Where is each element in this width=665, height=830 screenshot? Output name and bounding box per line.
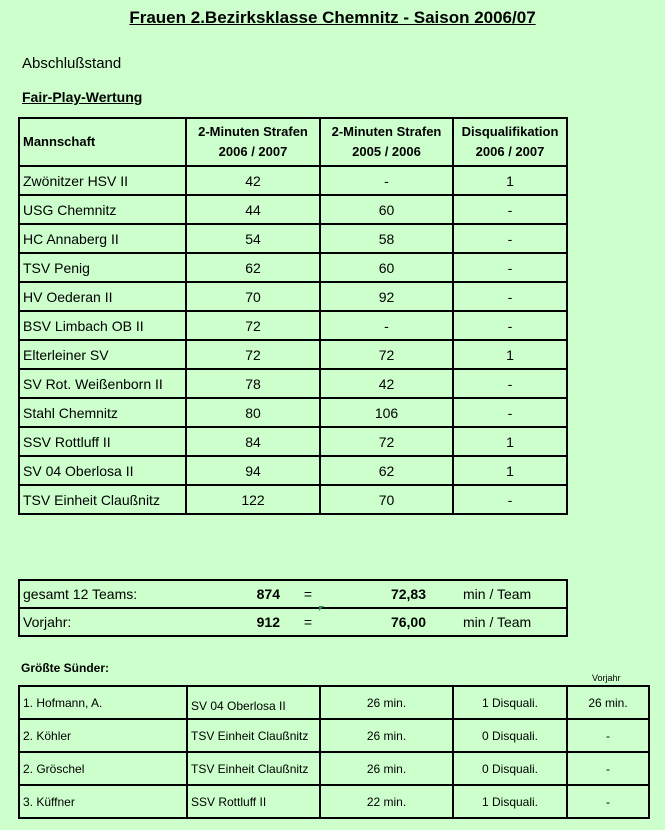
penalties-previous: 106 (320, 398, 453, 427)
table-row (19, 311, 567, 340)
sinner-minutes: 26 min. (320, 719, 453, 752)
disqualifications: - (453, 195, 567, 224)
team-name: SV 04 Oberlosa II (19, 456, 186, 485)
summary-previous-equals: = (303, 614, 313, 630)
sinners-table (18, 685, 650, 819)
summary-table (18, 579, 568, 637)
summary-total-unit: min / Team (429, 580, 567, 608)
table-row (19, 253, 567, 282)
team-name: USG Chemnitz (19, 195, 186, 224)
team-name: BSV Limbach OB II (19, 311, 186, 340)
table-row (19, 166, 567, 195)
summary-previous-value: 912 (256, 614, 280, 630)
sinner-row (19, 785, 649, 818)
team-name: HV Oederan II (19, 282, 186, 311)
header-penalties-previous: 2-Minuten Strafen 2005 / 2006 (320, 118, 453, 166)
sinner-club: SSV Rottluff II (187, 785, 320, 818)
sinner-disqualifications: 1 Disquali. (453, 785, 567, 818)
team-name: Zwönitzer HSV II (19, 166, 186, 195)
penalties-current: 70 (186, 282, 320, 311)
table-row (19, 195, 567, 224)
penalties-previous: 62 (320, 456, 453, 485)
vorjahr-label: Vorjahr (592, 673, 621, 683)
sinner-club: TSV Einheit Claußnitz (187, 752, 320, 785)
sinners-title: Größte Sünder: (21, 661, 110, 675)
summary-previous-unit: min / Team (463, 614, 532, 630)
penalties-current: 44 (186, 195, 320, 224)
sinner-name: 3. Küffner (19, 785, 187, 818)
summary-total-result: 72,83 (333, 580, 429, 608)
table-row (19, 369, 567, 398)
team-name: TSV Penig (19, 253, 186, 282)
sinner-row (19, 686, 649, 719)
sinner-name: 1. Hofmann, A. (19, 686, 187, 719)
sinner-name: 2. Gröschel (19, 752, 187, 785)
penalties-current: 78 (186, 369, 320, 398)
penalties-current: 42 (186, 166, 320, 195)
sinner-disqualifications: 0 Disquali. (453, 719, 567, 752)
team-name: HC Annaberg II (19, 224, 186, 253)
table-row (19, 340, 567, 369)
summary-total-equals: = (283, 580, 333, 608)
section-title: Fair-Play-Wertung (22, 89, 143, 105)
penalties-previous: - (320, 166, 453, 195)
penalties-current: 54 (186, 224, 320, 253)
sinner-club: SV 04 Oberlosa II (187, 686, 320, 719)
disqualifications: - (453, 311, 567, 340)
penalties-previous: 58 (320, 224, 453, 253)
penalties-current: 72 (186, 311, 320, 340)
penalties-current: 84 (186, 427, 320, 456)
cell-comment-marker (319, 606, 324, 611)
team-name: SSV Rottluff II (19, 427, 186, 456)
disqualifications: - (453, 398, 567, 427)
disqualifications: - (453, 282, 567, 311)
disqualifications: - (453, 224, 567, 253)
sinner-club: TSV Einheit Claußnitz (187, 719, 320, 752)
sinner-minutes: 22 min. (320, 785, 453, 818)
summary-previous-label: Vorjahr: (23, 614, 72, 630)
header-disqualification: Disqualifikation 2006 / 2007 (453, 118, 567, 166)
sinner-minutes: 26 min. (320, 752, 453, 785)
penalties-previous: 72 (320, 427, 453, 456)
disqualifications: - (453, 253, 567, 282)
summary-total-row (19, 580, 567, 608)
summary-total-value: 874 (219, 580, 283, 608)
header-team: Mannschaft (19, 118, 186, 166)
sinner-disqualifications: 0 Disquali. (453, 752, 567, 785)
sinner-previous-year: 26 min. (567, 686, 649, 719)
sinner-row (19, 752, 649, 785)
penalties-current: 94 (186, 456, 320, 485)
team-name: TSV Einheit Claußnitz (19, 485, 186, 514)
disqualifications: 1 (453, 456, 567, 485)
page-title: Frauen 2.Bezirksklasse Chemnitz - Saison 2006/07 (129, 8, 536, 27)
summary-previous-row (19, 608, 567, 636)
penalties-previous: - (320, 311, 453, 340)
sinner-name: 2. Köhler (19, 719, 187, 752)
disqualifications: - (453, 485, 567, 514)
penalties-current: 62 (186, 253, 320, 282)
table-row (19, 224, 567, 253)
penalties-current: 72 (186, 340, 320, 369)
team-name: Elterleiner SV (19, 340, 186, 369)
table-row (19, 485, 567, 514)
summary-previous-result: 76,00 (390, 614, 426, 630)
disqualifications: 1 (453, 340, 567, 369)
sinner-previous-year: - (567, 785, 649, 818)
table-row (19, 398, 567, 427)
disqualifications: 1 (453, 427, 567, 456)
fair-play-table (18, 117, 568, 515)
table-header-row (19, 118, 567, 166)
sinner-minutes: 26 min. (320, 686, 453, 719)
sinner-disqualifications: 1 Disquali. (453, 686, 567, 719)
summary-total-label: gesamt 12 Teams: (19, 580, 219, 608)
penalties-previous: 60 (320, 253, 453, 282)
table-row (19, 456, 567, 485)
team-name: SV Rot. Weißenborn II (19, 369, 186, 398)
header-penalties-current: 2-Minuten Strafen 2006 / 2007 (186, 118, 320, 166)
penalties-previous: 72 (320, 340, 453, 369)
table-row (19, 427, 567, 456)
sinner-previous-year: - (567, 719, 649, 752)
penalties-previous: 70 (320, 485, 453, 514)
subtitle: Abschlußstand (22, 55, 122, 72)
penalties-current: 122 (186, 485, 320, 514)
penalties-previous: 60 (320, 195, 453, 224)
table-row (19, 282, 567, 311)
disqualifications: 1 (453, 166, 567, 195)
sinner-row (19, 719, 649, 752)
disqualifications: - (453, 369, 567, 398)
penalties-previous: 42 (320, 369, 453, 398)
penalties-current: 80 (186, 398, 320, 427)
team-name: Stahl Chemnitz (19, 398, 186, 427)
penalties-previous: 92 (320, 282, 453, 311)
sinner-previous-year: - (567, 752, 649, 785)
